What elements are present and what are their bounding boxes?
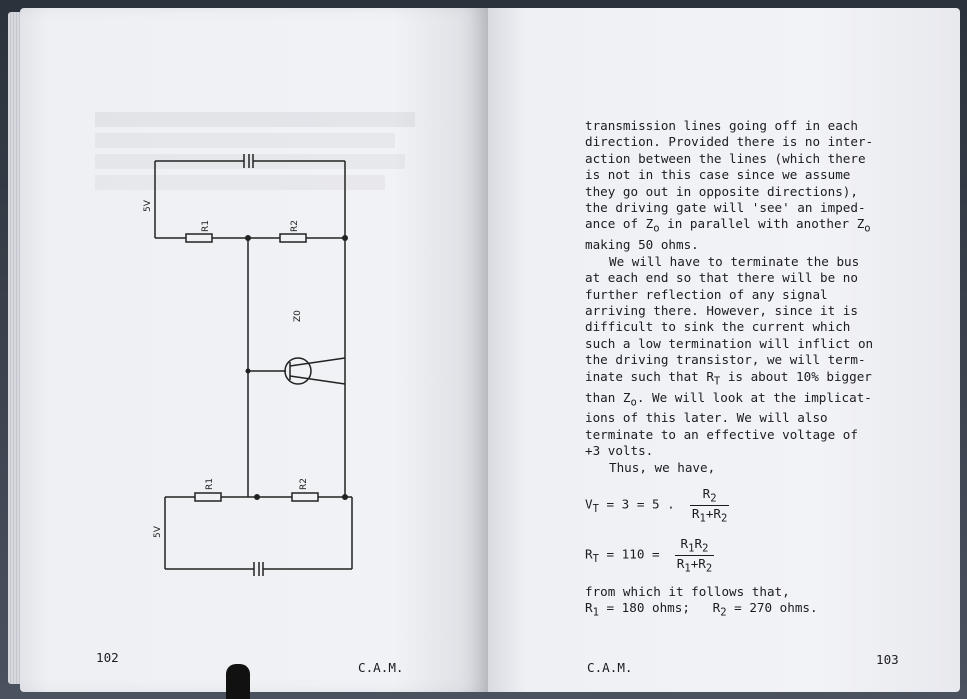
bottom-r1-label: R1 <box>205 478 215 490</box>
formula-symbol: R <box>712 600 721 615</box>
text-fragment: in parallel with another Z <box>659 216 865 232</box>
text-line: they go out in opposite directions), <box>585 183 858 199</box>
subscript: 1 <box>684 562 691 575</box>
formula-symbol: R <box>691 505 700 521</box>
subscript: T <box>592 553 599 566</box>
text-line <box>585 390 907 411</box>
left-page-number: 102 <box>96 650 119 665</box>
text-fragment: . We will look at the implicat- <box>636 389 872 405</box>
numerator <box>690 486 729 506</box>
subscript: o <box>864 222 871 235</box>
numerator <box>675 536 714 556</box>
formula-symbol: R <box>680 536 689 551</box>
subscript: 1 <box>688 542 695 555</box>
formula-symbol: R <box>694 536 703 551</box>
top-voltage-label: 5V <box>143 200 153 212</box>
right-running-footer: C.A.M. <box>587 660 633 675</box>
z0-label: Z0 <box>293 310 303 322</box>
text-line: +3 volts. <box>585 443 654 459</box>
denominator <box>690 506 729 525</box>
text-fragment: is about 10% bigger <box>720 368 872 384</box>
formula-symbol: +R <box>690 555 706 571</box>
text-line: at each end so that there will be no <box>585 270 858 286</box>
subscript: 2 <box>721 512 728 525</box>
text-line: terminate to an effective voltage of <box>585 426 858 442</box>
text-fragment: ance of Z <box>585 216 654 232</box>
top-r2-label: R2 <box>290 220 300 232</box>
text-line: making 50 ohms. <box>585 237 699 253</box>
text-line: transmission lines going off in each <box>585 118 858 133</box>
text-line <box>585 369 907 390</box>
subscript: 2 <box>720 606 727 619</box>
formula-symbol: R <box>585 546 593 562</box>
fraction <box>675 536 714 574</box>
subscript: 2 <box>705 562 713 575</box>
formula-symbol: +R <box>705 505 722 521</box>
text-line: We will have to terminate the bus <box>609 253 860 269</box>
subscript: 2 <box>702 542 709 555</box>
subscript: o <box>653 222 660 235</box>
formula-text: = 270 ohms. <box>726 600 818 615</box>
book-clip <box>226 664 250 699</box>
subscript: T <box>713 375 721 388</box>
formula-symbol: R <box>702 486 711 501</box>
text-line: further reflection of any signal <box>585 286 828 302</box>
text-line: the driving transistor, we will term- <box>585 352 866 368</box>
subscript: 1 <box>592 606 599 619</box>
formula-text: = 3 = 5 . <box>598 496 683 512</box>
formula-vt <box>585 486 729 524</box>
formula-symbol: R <box>676 555 685 571</box>
text-line: is not in this case since we assume <box>585 167 851 183</box>
denominator <box>675 556 714 575</box>
text-fragment: than Z <box>585 389 631 405</box>
formula-text: = 110 = <box>598 546 668 562</box>
text-line: Thus, we have, <box>609 459 716 475</box>
subscript: 1 <box>699 512 706 525</box>
follows-line: from which it follows that, <box>585 584 790 599</box>
text-line: the driving gate will 'see' an imped- <box>585 200 866 216</box>
text-line: action between the lines (which there <box>585 150 866 166</box>
subscript: T <box>592 503 599 516</box>
formula-symbol: R <box>585 600 593 615</box>
formula-symbol: V <box>585 496 593 512</box>
result-line <box>585 600 818 619</box>
body-text <box>585 118 907 476</box>
formula-rt <box>585 536 714 574</box>
text-line: arriving there. However, since it is <box>585 302 858 318</box>
formula-text: = 180 ohms; <box>598 600 690 615</box>
right-page-number: 103 <box>876 652 899 667</box>
left-running-footer: C.A.M. <box>358 660 404 675</box>
bottom-voltage-label: 5V <box>153 526 163 538</box>
text-line: ions of this later. We will also <box>585 410 828 426</box>
text-line <box>585 216 907 237</box>
subscript: o <box>630 396 637 409</box>
top-r1-label: R1 <box>201 220 211 232</box>
text-line: direction. Provided there is no inter- <box>585 134 874 150</box>
text-fragment: inate such that R <box>585 368 714 384</box>
fraction <box>690 486 729 524</box>
subscript: 2 <box>710 492 717 505</box>
text-line: such a low termination will inflict on <box>585 335 874 351</box>
bottom-r2-label: R2 <box>299 478 309 490</box>
text-line: difficult to sink the current which <box>585 319 851 335</box>
